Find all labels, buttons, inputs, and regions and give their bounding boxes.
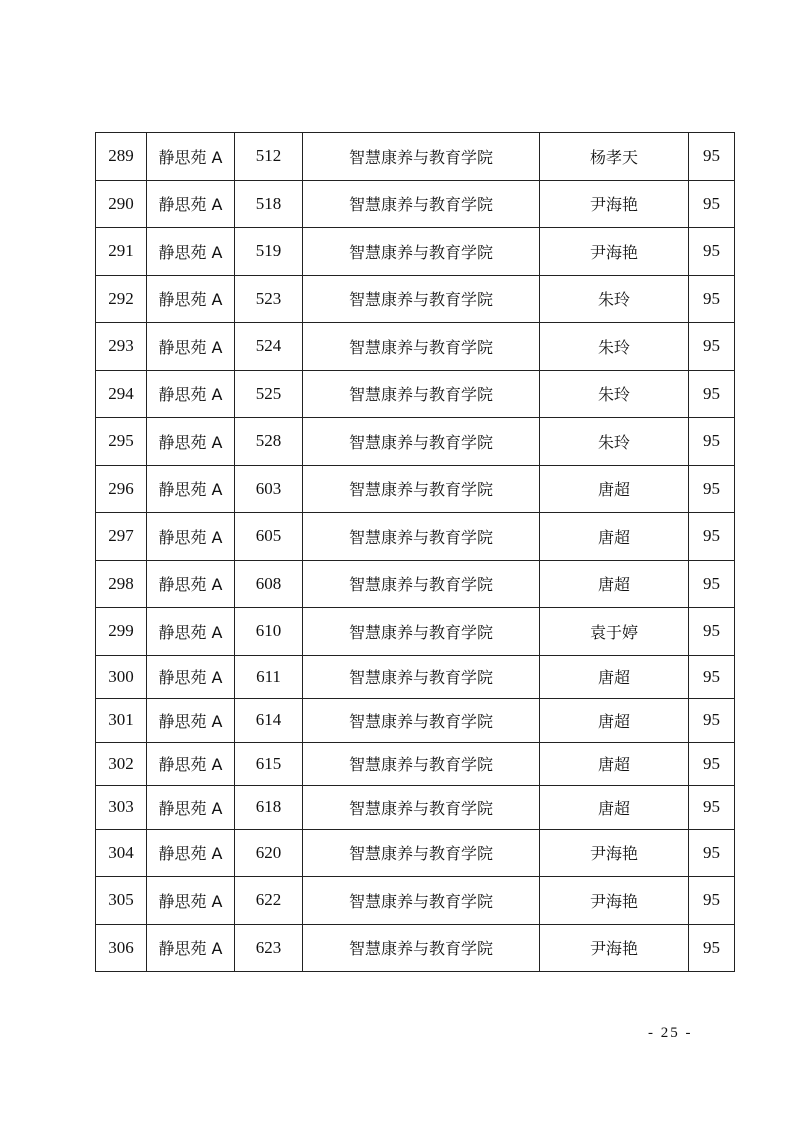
counselor-cell: 唐超: [540, 786, 689, 830]
score-cell: 95: [689, 323, 735, 371]
row-number-cell: 291: [96, 228, 147, 276]
row-number-cell: 303: [96, 786, 147, 830]
row-number-cell: 292: [96, 275, 147, 323]
college-cell: 智慧康养与教育学院: [303, 742, 540, 786]
table-row: [96, 608, 735, 656]
room-cell: 525: [235, 370, 303, 418]
row-number-cell: 295: [96, 418, 147, 466]
college-cell: 智慧康养与教育学院: [303, 133, 540, 181]
room-cell: 528: [235, 418, 303, 466]
score-cell: 95: [689, 465, 735, 513]
college-cell: 智慧康养与教育学院: [303, 655, 540, 699]
score-cell: 95: [689, 418, 735, 466]
counselor-cell: 尹海艳: [540, 180, 689, 228]
room-cell: 605: [235, 513, 303, 561]
college-cell: 智慧康养与教育学院: [303, 560, 540, 608]
building-cell: 静思苑 A: [147, 786, 235, 830]
table-row: [96, 513, 735, 561]
building-cell: 静思苑 A: [147, 180, 235, 228]
room-cell: 620: [235, 829, 303, 877]
counselor-cell: 尹海艳: [540, 228, 689, 276]
counselor-cell: 袁于婷: [540, 608, 689, 656]
counselor-cell: 尹海艳: [540, 877, 689, 925]
building-cell: 静思苑 A: [147, 418, 235, 466]
college-cell: 智慧康养与教育学院: [303, 608, 540, 656]
table-row: [96, 877, 735, 925]
table-row: [96, 699, 735, 743]
room-cell: 618: [235, 786, 303, 830]
score-cell: 95: [689, 133, 735, 181]
building-cell: 静思苑 A: [147, 275, 235, 323]
score-cell: 95: [689, 180, 735, 228]
counselor-cell: 朱玲: [540, 275, 689, 323]
row-number-cell: 300: [96, 655, 147, 699]
building-cell: 静思苑 A: [147, 608, 235, 656]
room-cell: 623: [235, 924, 303, 972]
score-cell: 95: [689, 924, 735, 972]
row-number-cell: 306: [96, 924, 147, 972]
counselor-cell: 唐超: [540, 513, 689, 561]
building-cell: 静思苑 A: [147, 133, 235, 181]
college-cell: 智慧康养与教育学院: [303, 829, 540, 877]
counselor-cell: 尹海艳: [540, 829, 689, 877]
building-cell: 静思苑 A: [147, 513, 235, 561]
building-cell: 静思苑 A: [147, 699, 235, 743]
table-row: [96, 465, 735, 513]
table-row: [96, 370, 735, 418]
page-number: - 25 -: [648, 1025, 693, 1041]
college-cell: 智慧康养与教育学院: [303, 228, 540, 276]
room-cell: 615: [235, 742, 303, 786]
table-row: [96, 829, 735, 877]
row-number-cell: 293: [96, 323, 147, 371]
room-cell: 512: [235, 133, 303, 181]
row-number-cell: 297: [96, 513, 147, 561]
score-cell: 95: [689, 655, 735, 699]
table-row: [96, 786, 735, 830]
counselor-cell: 唐超: [540, 560, 689, 608]
counselor-cell: 朱玲: [540, 370, 689, 418]
counselor-cell: 朱玲: [540, 323, 689, 371]
college-cell: 智慧康养与教育学院: [303, 513, 540, 561]
table-row: [96, 924, 735, 972]
score-cell: 95: [689, 786, 735, 830]
row-number-cell: 298: [96, 560, 147, 608]
counselor-cell: 唐超: [540, 655, 689, 699]
counselor-cell: 唐超: [540, 742, 689, 786]
table-row: [96, 228, 735, 276]
room-cell: 608: [235, 560, 303, 608]
table-row: [96, 275, 735, 323]
dormitory-score-table: [95, 132, 735, 972]
room-cell: 524: [235, 323, 303, 371]
building-cell: 静思苑 A: [147, 829, 235, 877]
college-cell: 智慧康养与教育学院: [303, 699, 540, 743]
room-cell: 603: [235, 465, 303, 513]
building-cell: 静思苑 A: [147, 370, 235, 418]
table-row: [96, 560, 735, 608]
building-cell: 静思苑 A: [147, 228, 235, 276]
table-row: [96, 655, 735, 699]
counselor-cell: 尹海艳: [540, 924, 689, 972]
table-row: [96, 180, 735, 228]
college-cell: 智慧康养与教育学院: [303, 180, 540, 228]
row-number-cell: 299: [96, 608, 147, 656]
row-number-cell: 296: [96, 465, 147, 513]
building-cell: 静思苑 A: [147, 465, 235, 513]
college-cell: 智慧康养与教育学院: [303, 370, 540, 418]
score-cell: 95: [689, 699, 735, 743]
room-cell: 518: [235, 180, 303, 228]
score-cell: 95: [689, 608, 735, 656]
table-row: [96, 742, 735, 786]
row-number-cell: 289: [96, 133, 147, 181]
row-number-cell: 304: [96, 829, 147, 877]
score-cell: 95: [689, 742, 735, 786]
college-cell: 智慧康养与教育学院: [303, 323, 540, 371]
table-body: [96, 133, 735, 972]
score-cell: 95: [689, 829, 735, 877]
building-cell: 静思苑 A: [147, 560, 235, 608]
score-cell: 95: [689, 275, 735, 323]
room-cell: 519: [235, 228, 303, 276]
table-row: [96, 418, 735, 466]
room-cell: 622: [235, 877, 303, 925]
room-cell: 614: [235, 699, 303, 743]
counselor-cell: 杨孝天: [540, 133, 689, 181]
building-cell: 静思苑 A: [147, 924, 235, 972]
row-number-cell: 290: [96, 180, 147, 228]
row-number-cell: 302: [96, 742, 147, 786]
counselor-cell: 唐超: [540, 699, 689, 743]
building-cell: 静思苑 A: [147, 742, 235, 786]
room-cell: 610: [235, 608, 303, 656]
counselor-cell: 唐超: [540, 465, 689, 513]
college-cell: 智慧康养与教育学院: [303, 418, 540, 466]
college-cell: 智慧康养与教育学院: [303, 924, 540, 972]
score-cell: 95: [689, 228, 735, 276]
building-cell: 静思苑 A: [147, 323, 235, 371]
row-number-cell: 305: [96, 877, 147, 925]
table-row: [96, 133, 735, 181]
row-number-cell: 294: [96, 370, 147, 418]
building-cell: 静思苑 A: [147, 655, 235, 699]
college-cell: 智慧康养与教育学院: [303, 877, 540, 925]
table-row: [96, 323, 735, 371]
college-cell: 智慧康养与教育学院: [303, 786, 540, 830]
score-cell: 95: [689, 877, 735, 925]
room-cell: 611: [235, 655, 303, 699]
score-cell: 95: [689, 560, 735, 608]
college-cell: 智慧康养与教育学院: [303, 275, 540, 323]
building-cell: 静思苑 A: [147, 877, 235, 925]
score-cell: 95: [689, 513, 735, 561]
room-cell: 523: [235, 275, 303, 323]
college-cell: 智慧康养与教育学院: [303, 465, 540, 513]
row-number-cell: 301: [96, 699, 147, 743]
score-cell: 95: [689, 370, 735, 418]
counselor-cell: 朱玲: [540, 418, 689, 466]
